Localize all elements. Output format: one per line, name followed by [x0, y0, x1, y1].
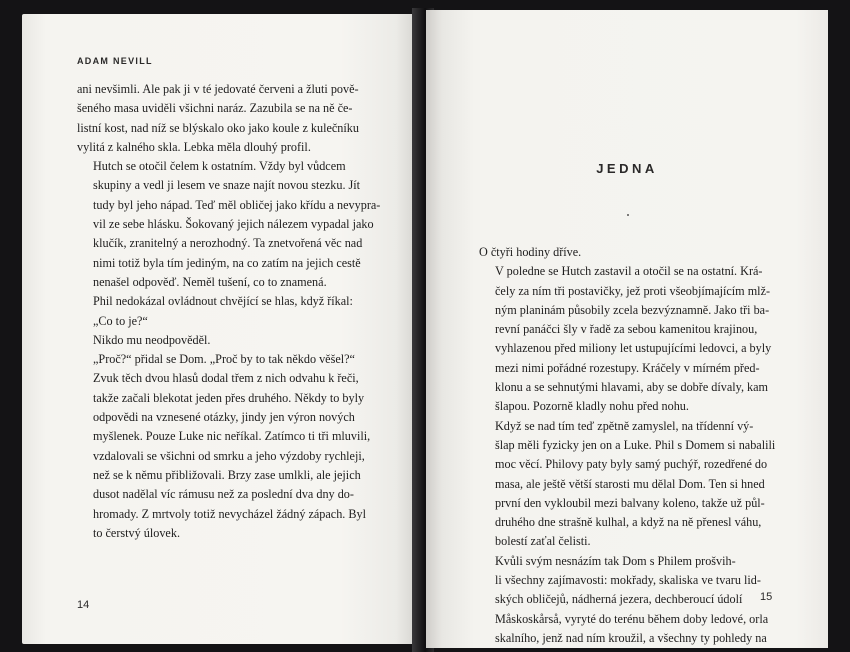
text-line: nenašel odpověď. Neměl tušení, co to znamená. [93, 274, 327, 289]
text-line: Nikdo mu neodpověděl. [93, 332, 211, 347]
text-line: Måskoskårså, vyryté do terénu během doby ledové, orla [495, 611, 769, 626]
text-line: ani nevšimli. Ale pak ji v té jedovaté červeni a žluti pově- [77, 82, 359, 96]
text-line: Kvůli svým nesnázím tak Dom s Philem prošvih- [495, 553, 736, 568]
text-line: tudy byl jeho nápad. Teď měl obličej jako křídu a nevypra- [93, 197, 381, 212]
running-head: ADAM NEVILL [77, 56, 153, 66]
text-line: šlapou. Pozorně kladly nohu před nohu. [495, 399, 689, 414]
chapter-title: JEDNA [596, 161, 658, 176]
text-line: li všechny zajímavosti: mokřady, skaliska ve tvaru lid- [495, 573, 761, 588]
text-line: vyhlazenou před miliony let ustupujícími ledovci, a byly [495, 341, 772, 356]
text-line: O čtyři hodiny dříve. [479, 245, 582, 259]
text-line: šeného masa uviděli všichni naráz. Zazubila se na ně če- [77, 101, 353, 116]
text-line: klučík, zranitelný a nerozhodný. Ta znetvořená věc nad [93, 236, 363, 251]
text-line: moc věcí. Philovy paty byly samý puchýř, rozedřené do [495, 457, 768, 472]
paragraph [77, 292, 395, 331]
text-line: mezi nimi pořádné rozestupy. Kráčely v mírném před- [495, 360, 760, 375]
text-line: takže začali blekotat jeden přes druhého. Někdy to byly [93, 390, 365, 405]
text-line: V poledne se Hutch zastavil a otočil se na ostatní. Krá- [495, 264, 763, 279]
text-line: Phil nedokázal ovládnout chvějící se hlas, když říkal: [93, 294, 353, 309]
text-line: revní panáčci šly v řadě za sebou kamenitou krajinou, [495, 322, 758, 337]
paragraph [77, 369, 395, 543]
paragraph [77, 331, 395, 350]
text-line: ských obličejů, nádherná jezera, dechberoucí údolí [495, 592, 743, 607]
text-line: hromady. Z mrtvoly totiž nevycházel žádný zápach. Byl [93, 506, 366, 521]
paragraph [479, 262, 797, 416]
page-number-right: 15 [760, 591, 773, 603]
text-line: klonu a se sehnutými hlavami, aby se dobře dívaly, kam [495, 380, 769, 395]
text-line: to čerstvý úlovek. [93, 525, 180, 540]
text-line: čely za ním tři postavičky, jež proti všeobjímajícím mlž- [495, 283, 771, 298]
text-line: než se k němu přibližovali. Brzy zase umlkli, ale jejich [93, 467, 361, 482]
text-line: skupiny a vedl ji lesem ve snaze najít novou stezku. Jít [93, 178, 361, 193]
text-line: dusot nadělal víc rámusu než za poslední dva dny do- [93, 487, 354, 502]
paragraph [77, 80, 395, 157]
text-line: druhého dne strašně kulhal, a když na ně přenesl váhu, [495, 515, 762, 530]
right-page [426, 10, 828, 648]
text-line: masa, ale ještě větší starosti mu dělal Dom. Ten si hned [495, 476, 765, 491]
text-line: vil ze sebe hlásku. Šokovaný jejich nálezem vypadal jako [93, 217, 374, 232]
text-line: „Co to je?“ [93, 313, 148, 328]
text-line: myšlenek. Pouze Luke nic neříkal. Zatímco ti tři mluvili, [93, 429, 371, 444]
text-line: Když se nad tím teď zpětně zamyslel, na třídenní vý- [495, 418, 754, 433]
text-line: listní kost, nad níž se blýskalo oko jako koule z kulečníku [77, 120, 359, 135]
text-line: skalního, jenž nad ním kroužil, a všechny ty pohledy na [495, 630, 767, 645]
text-line: první den vykloubil mezi balvany koleno, takže už půl- [495, 495, 765, 510]
paragraph [479, 552, 797, 648]
left-page [22, 14, 420, 644]
text-line: „Proč?“ přidal se Dom. „Proč by to tak někdo věšel?“ [93, 352, 355, 367]
paragraph [77, 157, 395, 292]
text-line: odpovědi na vznesené otázky, jindy jen výron nových [93, 410, 355, 425]
text-line: Zvuk těch dvou hlasů dodal třem z nich odvahu k řeči, [93, 371, 359, 386]
text-line: vylitá z kalného skla. Lebka měla dlouhý profil. [77, 139, 311, 154]
paragraph [479, 417, 797, 552]
text-line: vzdalovali se všichni od smrku a jeho výzdoby rychleji, [93, 448, 365, 463]
page-number-left: 14 [77, 599, 90, 611]
text-line: šlap měli fyzicky jen on a Luke. Phil s Domem si nabalili [495, 437, 776, 452]
text-line: Hutch se otočil čelem k ostatním. Vždy byl vůdcem [93, 159, 346, 174]
text-line: ným planinám působily zcela bezvýznamně. Jako tři ba- [495, 302, 770, 317]
ornament-dot [627, 214, 629, 216]
left-page-body [77, 80, 395, 543]
right-page-body [479, 243, 797, 648]
paragraph [479, 243, 797, 262]
paragraph [77, 350, 395, 369]
text-line: bolestí zaťal čelisti. [495, 534, 591, 549]
text-line: nimi totiž byla tím jediným, na co zatím na jejich cestě [93, 255, 361, 270]
